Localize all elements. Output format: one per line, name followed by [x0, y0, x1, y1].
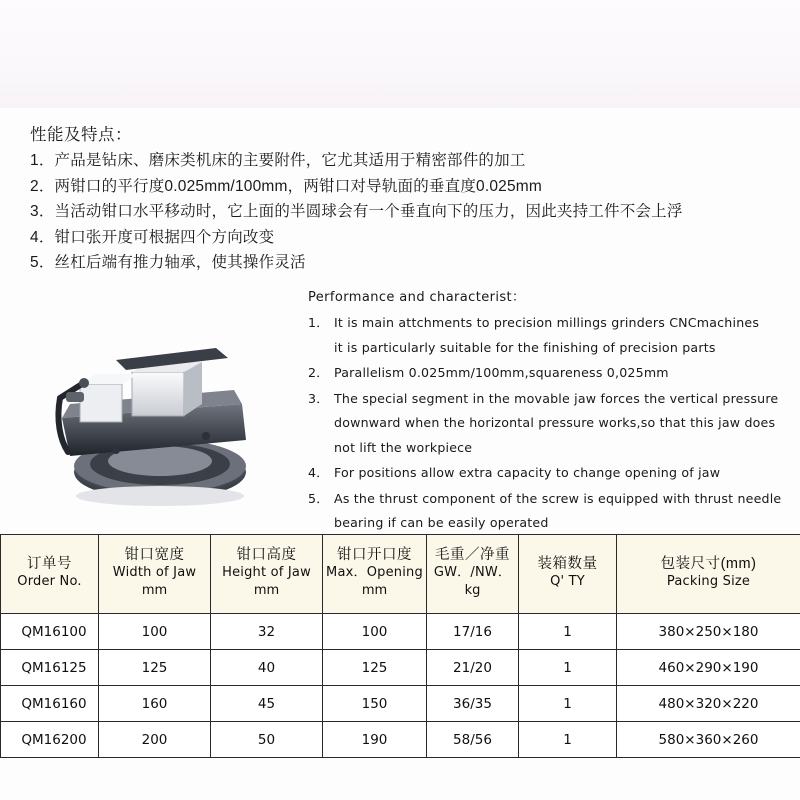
english-item-3-line-3: not lift the workpiece — [334, 439, 473, 455]
col-weight — [427, 535, 519, 614]
cell-order-no: QM16200 — [1, 722, 99, 758]
cell-width: 100 — [99, 614, 211, 650]
cell-packing: 480×320×220 — [617, 686, 800, 722]
top-blank-band — [0, 0, 800, 108]
english-item-4 — [308, 461, 793, 486]
col-height-unit: mm — [253, 583, 280, 598]
english-item-4-line-1: For positions allow extra capacity to change opening of jaw — [334, 465, 721, 480]
col-packing-cn: 包装尺寸(mm) — [660, 556, 757, 572]
cell-weight: 58/56 — [427, 722, 519, 758]
cell-opening: 190 — [323, 722, 427, 758]
english-item-1-number: 1． — [308, 315, 330, 330]
table-row — [1, 614, 800, 650]
english-item-5-line-1: As the thrust component of the screw is equipped with thrust needle — [334, 490, 782, 506]
cell-qty: 1 — [519, 650, 617, 686]
cell-weight: 17/16 — [427, 614, 519, 650]
col-height-en: Height of Jaw — [222, 565, 311, 580]
col-width-cn: 钳口宽度 — [124, 547, 185, 563]
col-opening-cn: 钳口开口度 — [337, 547, 412, 563]
spec-table-head — [1, 535, 800, 614]
machine-vise-photo — [20, 300, 282, 522]
english-item-2-line-1: Parallelism 0.025mm/100mm,squareness 0,025mm — [334, 365, 669, 380]
col-weight-cn: 毛重／净重 — [435, 547, 510, 563]
col-height-cn: 钳口高度 — [236, 547, 297, 563]
cell-packing: 580×360×260 — [617, 722, 800, 758]
english-item-1-text — [334, 311, 793, 360]
cell-opening: 125 — [323, 650, 427, 686]
cell-order-no: QM16160 — [1, 686, 99, 722]
col-order-no-en: Order No. — [17, 574, 82, 589]
cell-opening: 150 — [323, 686, 427, 722]
cell-opening: 100 — [323, 614, 427, 650]
cell-width: 125 — [99, 650, 211, 686]
english-title: Performance and characterist： — [308, 290, 526, 305]
cell-order-no: QM16100 — [1, 614, 99, 650]
table-row — [1, 650, 800, 686]
col-order-no — [1, 535, 99, 614]
col-packing-en: Packing Size — [666, 574, 751, 589]
english-item-3-text — [334, 387, 793, 461]
cell-height: 40 — [211, 650, 323, 686]
english-item-2-text — [334, 361, 793, 386]
cell-packing: 380×250×180 — [617, 614, 800, 650]
cell-width: 200 — [99, 722, 211, 758]
col-order-no-cn: 订单号 — [27, 556, 72, 572]
english-item-5-number: 5． — [308, 490, 330, 506]
col-opening-unit: mm — [361, 583, 388, 598]
col-width-of-jaw — [99, 535, 211, 614]
col-weight-unit: kg — [464, 583, 481, 598]
col-qty-cn: 装箱数量 — [537, 556, 598, 572]
col-packing-size — [617, 535, 800, 614]
chinese-item-2: 2．两钳口的平行度0.025mm/100mm，两钳口对导轨面的垂直度0.025mm — [30, 177, 543, 195]
cell-width: 160 — [99, 686, 211, 722]
col-qty-en: Q' TY — [550, 574, 585, 589]
cell-packing: 460×290×190 — [617, 650, 800, 686]
spec-table — [0, 534, 800, 758]
chinese-item-3: 3．当活动钳口水平移动时，它上面的半圆球会有一个垂直向下的压力，因此夹持工件不会上浮 — [30, 203, 683, 220]
col-width-en: Width of Jaw — [112, 565, 197, 580]
cell-qty: 1 — [519, 686, 617, 722]
english-item-2 — [308, 361, 793, 386]
cell-order-no: QM16125 — [1, 650, 99, 686]
col-width-unit: mm — [141, 583, 168, 598]
cell-height: 32 — [211, 614, 323, 650]
english-item-3-line-1: The special segment in the movable jaw forces the vertical pressure — [334, 390, 779, 406]
col-height-of-jaw — [211, 535, 323, 614]
cell-weight: 36/35 — [427, 686, 519, 722]
table-header-row — [1, 535, 800, 614]
english-item-5-text — [334, 487, 793, 536]
col-max-opening — [323, 535, 427, 614]
table-row — [1, 686, 800, 722]
english-item-3-line-2: downward when the horizontal pressure works,so that this jaw does — [334, 415, 776, 430]
col-qty — [519, 535, 617, 614]
english-feature-block — [308, 285, 793, 536]
cell-weight: 21/20 — [427, 650, 519, 686]
english-item-4-text — [334, 461, 793, 486]
col-opening-en: Max．Opening — [326, 565, 423, 580]
chinese-item-1: 1．产品是钻床、磨床类机床的主要附件，它尤其适用于精密部件的加工 — [30, 152, 526, 169]
cell-height: 50 — [211, 722, 323, 758]
chinese-title: 性能及特点： — [30, 126, 132, 144]
cell-qty: 1 — [519, 722, 617, 758]
english-item-3 — [308, 387, 793, 461]
chinese-item-4: 4．钳口张开度可根据四个方向改变 — [30, 228, 275, 246]
english-item-5 — [308, 487, 793, 536]
spec-table-body — [1, 614, 800, 758]
col-weight-en: GW．/NW． — [433, 565, 512, 580]
english-item-1 — [308, 311, 793, 360]
english-item-2-number: 2． — [308, 365, 330, 380]
english-item-3-number: 3． — [308, 390, 330, 406]
chinese-feature-block — [30, 122, 770, 276]
english-item-5-line-2: bearing if can be easily operated — [334, 515, 549, 530]
cell-height: 45 — [211, 686, 323, 722]
english-item-1-line-1: It is main attchments to precision millings grinders CNCmachines — [334, 315, 760, 330]
spec-table-wrap — [0, 534, 800, 758]
english-item-4-number: 4． — [308, 465, 330, 480]
table-row — [1, 722, 800, 758]
english-item-1-line-2: it is particularly suitable for the finishing of precision parts — [334, 339, 716, 355]
cell-qty: 1 — [519, 614, 617, 650]
chinese-item-5: 5．丝杠后端有推力轴承，使其操作灵活 — [30, 254, 306, 271]
